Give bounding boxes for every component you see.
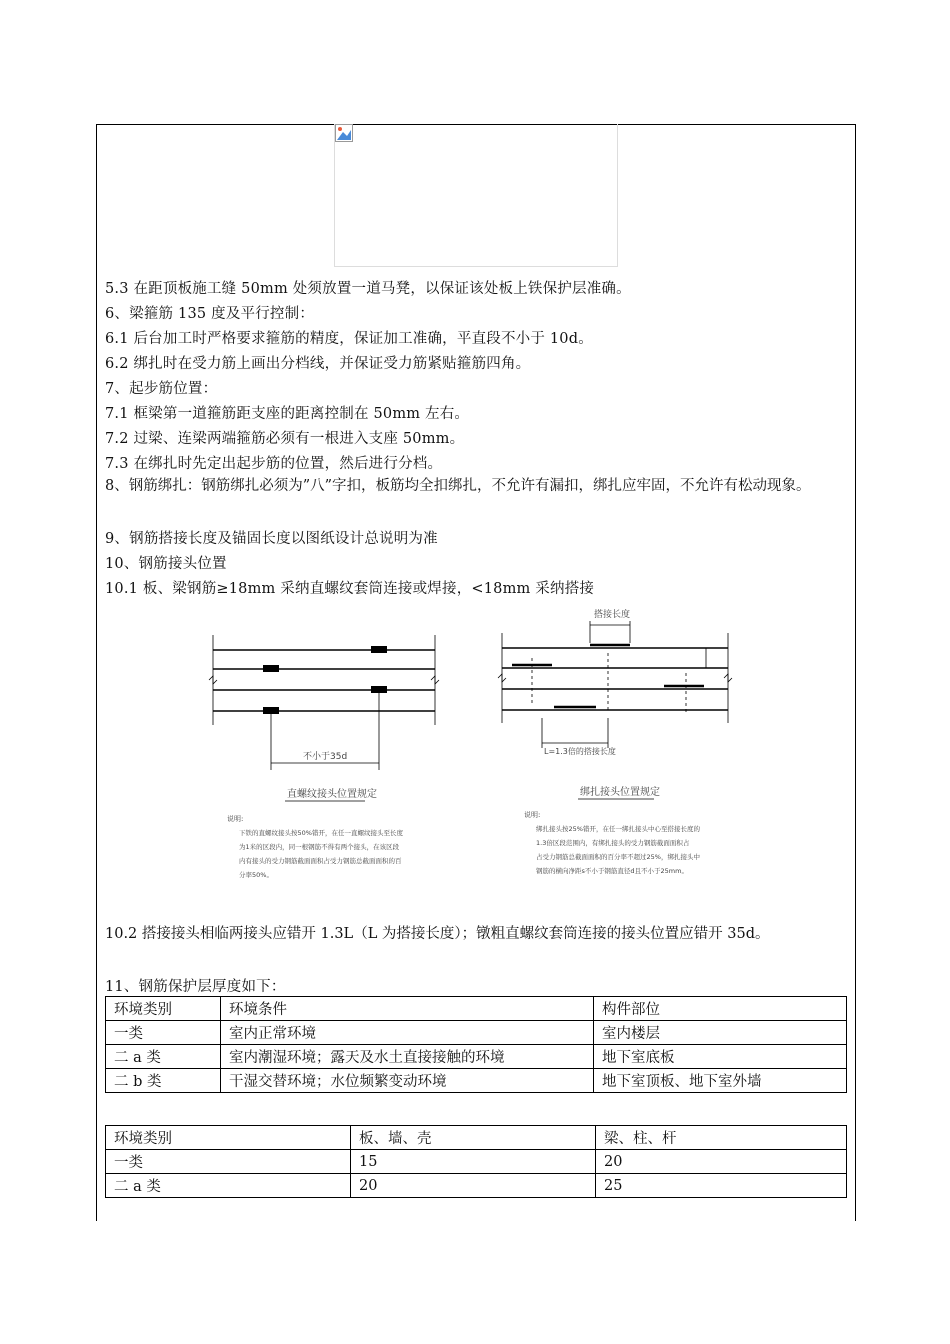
- table-cell: 20: [596, 1150, 847, 1174]
- table-cell: 室内正常环境: [221, 1021, 594, 1045]
- environment-table: [105, 996, 847, 1093]
- table-cell: 二 b 类: [106, 1069, 221, 1093]
- right-note-title: 说明:: [524, 811, 541, 819]
- table-header-cell: 板、墙、壳: [351, 1126, 596, 1150]
- right-note-line-3: 占受力钢筋总截面面积的百分率不超过25%，绑扎接头中: [536, 853, 700, 861]
- right-dim-label: L=1.3倍的搭接长度: [544, 747, 616, 756]
- text-7-1: 7.1 框梁第一道箍筋距支座的距离控制在 50mm 左右。: [105, 406, 470, 422]
- table-cell: 干湿交替环境；水位频繁变动环境: [221, 1069, 594, 1093]
- left-dim-label: 不小于35d: [303, 752, 348, 762]
- table-cell: 一类: [106, 1021, 221, 1045]
- table-header-cell: 环境类别: [106, 1126, 351, 1150]
- text-11: 11、钢筋保护层厚度如下：: [105, 979, 286, 995]
- left-caption: 直螺纹接头位置规定: [287, 789, 377, 800]
- table-cell: 25: [596, 1174, 847, 1198]
- table-header-row: [106, 997, 847, 1021]
- broken-image-icon: [335, 124, 353, 142]
- table-cell: 室内潮湿环境；露天及水土直接接触的环境: [221, 1045, 594, 1069]
- table-cell: 二 a 类: [106, 1045, 221, 1069]
- text-7: 7、起步筋位置：: [105, 381, 218, 397]
- table-header-row: [106, 1126, 847, 1150]
- text-6: 6、梁箍筋 135 度及平行控制：: [105, 306, 315, 322]
- table-row: [106, 1069, 847, 1093]
- right-note-line-1: 绑扎接头按25%错开，在任一绑扎接头中心至搭接长度的: [536, 825, 700, 833]
- embedded-image-placeholder: [334, 124, 618, 267]
- left-note-line-4: 分率50%。: [239, 871, 273, 879]
- table-cell: 地下室底板: [594, 1045, 847, 1069]
- text-6-1: 6.1 后台加工时严格要求箍筋的精度，保证加工准确，平直段不小于 10d。: [105, 331, 593, 347]
- table-header-cell: 构件部位: [594, 997, 847, 1021]
- cover-thickness-table: [105, 1125, 847, 1198]
- left-note-line-2: 为1米的区段内，同一根钢筋不得有两个接头，在该区段: [239, 843, 400, 851]
- text-10-1: 10.1 板、梁钢筋≥18mm 采纳直螺纹套筒连接或焊接，<18mm 采纳搭接: [105, 581, 595, 597]
- table-row: [106, 1021, 847, 1045]
- text-10: 10、钢筋接头位置: [105, 556, 227, 572]
- text-10-2: 10.2 搭接接头相临两接头应错开 1.3L（L 为搭接长度）；镦粗直螺纹套筒连接的接头位置应错开 35d。: [105, 926, 770, 942]
- left-note-title: 说明:: [227, 815, 244, 823]
- text-7-3: 7.3 在绑扎时先定出起步筋的位置，然后进行分档。: [105, 456, 443, 472]
- lap-joint-diagram: [490, 603, 750, 883]
- table-row: [106, 1174, 847, 1198]
- table-cell: 二 a 类: [106, 1174, 351, 1198]
- left-note-line-3: 内有接头的受力钢筋截面面积占受力钢筋总截面面积的百: [239, 857, 402, 865]
- right-caption: 绑扎接头位置规定: [580, 787, 660, 798]
- text-5-3: 5.3 在距顶板施工缝 50mm 处须放置一道马凳，以保证该处板上铁保护层准确。: [105, 281, 631, 297]
- text-9: 9、钢筋搭接长度及锚固长度以图纸设计总说明为准: [105, 531, 438, 547]
- table-cell: 20: [351, 1174, 596, 1198]
- text-7-2: 7.2 过梁、连梁两端箍筋必须有一根进入支座 50mm。: [105, 431, 465, 447]
- right-note-line-2: 1.3倍区段范围内，有绑扎接头的受力钢筋截面面积占: [536, 839, 690, 847]
- table-header-cell: 梁、柱、杆: [596, 1126, 847, 1150]
- table-cell: 一类: [106, 1150, 351, 1174]
- table-cell: 地下室顶板、地下室外墙: [594, 1069, 847, 1093]
- table-cell: 15: [351, 1150, 596, 1174]
- table-row: [106, 1150, 847, 1174]
- table-header-cell: 环境条件: [221, 997, 594, 1021]
- right-top-label: 搭接长度: [594, 610, 631, 620]
- table-header-cell: 环境类别: [106, 997, 221, 1021]
- text-8: 8、钢筋绑扎：钢筋绑扎必须为”八”字扣，板筋均全扣绑扎，不允许有漏扣，绑扎应牢固，不允许有松动现象。: [105, 478, 811, 494]
- table-row: [106, 1045, 847, 1069]
- left-note-line-1: 下铁的直螺纹接头按50%错开，在任一直螺纹接头至长度: [239, 829, 403, 837]
- text-6-2: 6.2 绑扎时在受力筋上画出分档线，并保证受力筋紧贴箍筋四角。: [105, 356, 531, 372]
- threaded-joint-diagram: [195, 625, 455, 885]
- right-note-line-4: 钢筋的横向净距s不小于钢筋直径d且不小于25mm。: [536, 867, 688, 875]
- table-cell: 室内楼层: [594, 1021, 847, 1045]
